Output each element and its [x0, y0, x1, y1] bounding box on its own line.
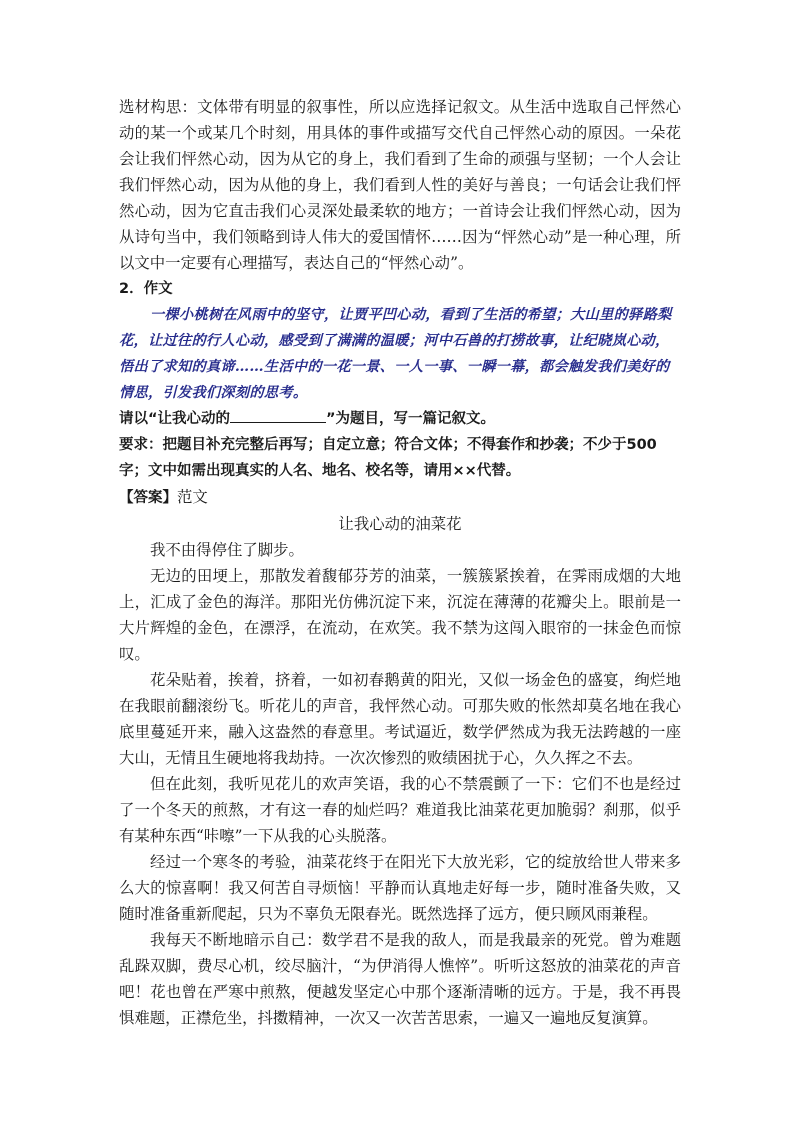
answer-label: 范文 — [177, 488, 208, 506]
intro-paragraph: 选材构思：文体带有明显的叙事性，所以应选择记叙文。从生活中选取自己怦然心动的某一个或某几个时刻，用具体的事件或描写交代自己怦然心动的原因。一朵花会让我们怦然心动，因为从它的身上，我们看到了生命的顽强与坚韧；一个人会让我们怦然心动，因为从他的身上，我们看到人性的美好与善良；一句话会让我们怦然心动，因为它直击我们心灵深处最柔软的地方；一首诗会让我们怦然心动，因为从诗句当中，我们领略到诗人伟大的爱国情怀……因为“怦然心动”是一种心理，所以文中一定要有心理描写，表达自己的“怦然心动”。 — [119, 98, 681, 272]
essay-instruction — [119, 406, 681, 432]
section-heading: 2．作文 — [119, 281, 173, 297]
essay-paragraph: 经过一个寒冬的考验，油菜花终于在阳光下大放光彩，它的绽放给世人带来多么大的惊喜啊！我又何苦自寻烦恼！平静而认真地走好每一步，随时准备失败，又随时准备重新爬起，只为不辜负无限春光。既然选择了远方，便只顾风雨兼程。 — [119, 853, 681, 923]
essay-title: 让我心动的油菜花 — [338, 515, 462, 533]
essay-prompt: 一棵小桃树在风雨中的坚守，让贾平凹心动，看到了生活的希望；大山里的驿路梨花，让过往的行人心动，感受到了满满的温暖；河中石兽的打捞故事，让纪晓岚心动，悟出了求知的真谛……生活中的一花一景、一人一事、一瞬一幕，都会触发我们美好的情思，引发我们深刻的思考。 — [119, 307, 672, 401]
essay-requirements: 要求：把题目补充完整后再写；自定立意；符合文体；不得套作和抄袭；不少于500字；文中如需出现真实的人名、地名、校名等，请用××代替。 — [119, 437, 657, 479]
document-page — [119, 94, 681, 1031]
essay-paragraph: 我不由得停住了脚步。 — [150, 541, 304, 559]
instruction-prefix: 请以“让我心动的 — [119, 411, 231, 427]
title-blank — [230, 408, 326, 423]
essay-paragraph: 花朵贴着，挨着，挤着，一如初春鹅黄的阳光，又似一场金色的盛宴，绚烂地在我眼前翻滚纷飞。听花儿的声音，我怦然心动。可那失败的怅然却莫名地在我心底里蔓延开来，融入这盎然的春意里。考试逼近，数学俨然成为我无法跨越的一座大山，无情且生硬地将我劫持。一次次惨烈的败绩困扰于心，久久挥之不去。 — [119, 671, 681, 767]
essay-paragraph: 无边的田埂上，那散发着馥郁芬芳的油菜，一簇簇紧挨着，在霁雨成烟的大地上，汇成了金色的海洋。那阳光仿佛沉淀下来，沉淀在薄薄的花瓣尖上。眼前是一大片辉煌的金色，在漂浮，在流动，在欢笑。我不禁为这闯入眼帘的一抹金色而惊叹。 — [119, 567, 681, 663]
answer-tag: 【答案】 — [119, 490, 177, 506]
essay-paragraph: 但在此刻，我听见花儿的欢声笑语，我的心不禁震颤了一下：它们不也是经过了一个冬天的煎熬，才有这一春的灿烂吗？难道我比油菜花更加脆弱？刹那，似乎有某种东西“咔嚓”一下从我的心头脱落。 — [119, 775, 681, 845]
instruction-suffix: ”为题目，写一篇记叙文。 — [326, 411, 496, 427]
essay-paragraph: 我每天不断地暗示自己：数学君不是我的敌人，而是我最亲的死党。曾为难题乱跺双脚，费尽心机，绞尽脑汁，“为伊消得人憔悴”。听听这怒放的油菜花的声音吧！花也曾在严寒中煎熬，便越发坚定心中那个逐渐清晰的远方。于是，我不再畏惧难题，正襟危坐，抖擞精神，一次又一次苦苦思索，一遍又一遍地反复演算。 — [119, 931, 681, 1027]
answer-line — [119, 484, 681, 511]
